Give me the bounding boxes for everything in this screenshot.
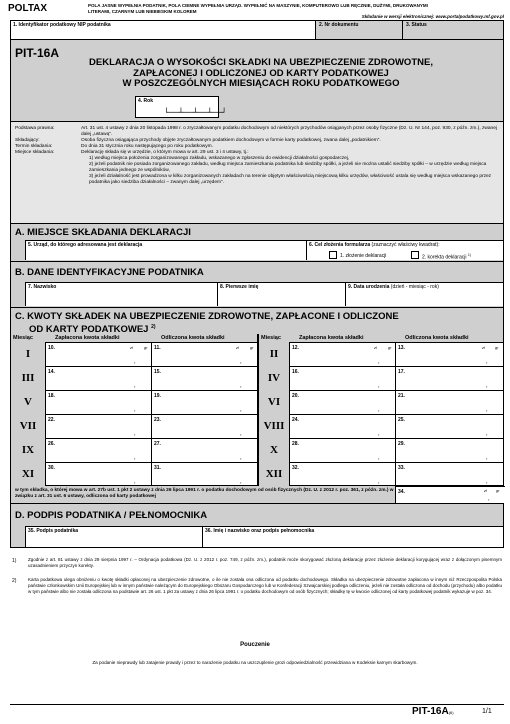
col-paid: Zapłacona kwota składki (55, 335, 120, 341)
year-boxes: └──┴──┴──┴──┘ (164, 108, 227, 117)
field-number: 26. (48, 441, 55, 447)
field-number: 11. (154, 345, 161, 351)
table-row (11, 438, 257, 462)
table-row (11, 390, 257, 414)
form-code: PIT-16A (15, 46, 60, 60)
notice-line-2: LITERAMI, CZARNYM LUB NIEBIESKIM KOLOREM (88, 8, 197, 14)
footer-variant: (6) (448, 710, 454, 715)
comma: , (488, 496, 490, 502)
paid-amount-cell[interactable] (45, 462, 151, 486)
info-value: Deklarację składa się w urzędzie, o którym mowa w art. 29 ust. 3 i 4 ustawy, tj.: (81, 150, 249, 155)
info-rows (15, 126, 499, 186)
header-fields (10, 20, 504, 40)
paid-amount-cell[interactable] (45, 438, 151, 462)
month-label: III (21, 372, 35, 384)
col-month: Miesiąc (13, 335, 33, 341)
firstname-field[interactable] (218, 282, 346, 306)
deducted-amount-cell[interactable] (395, 342, 503, 366)
comma: , (134, 455, 136, 461)
deducted-amount-cell[interactable] (151, 342, 257, 366)
notice-line-1: POLA JASNE WYPEŁNIA PODATNIK, POLA CIEMNE WYPEŁNIA URZĄD. WYPEŁNIĆ NA MASZYNIE, KOMPUTEROWO LUB RĘCZNIE, DUŻYMI, DRUKOWANYMI (88, 3, 428, 8)
comma: , (486, 383, 488, 389)
comma: , (134, 479, 136, 485)
field-number: 28. (292, 441, 299, 447)
surname-label: 7. Nazwisko (28, 284, 57, 290)
info-item: 2) jeżeli podatnik nie posiada zorganizowanego zakładu, według miejsca zamieszkania podatnika lub siedziby spółki, a jeżeli nie można ustalić siedziby spółki – w urzędzie według miejsca zamieszkania jednego ze wspólników, (89, 162, 487, 173)
zl-label: zł (374, 346, 377, 350)
electronic-note: Składanie w wersji elektronicznej: www.portalpodatkowy.mf.gov.pl (361, 14, 504, 19)
divider-vertical (257, 334, 259, 486)
month-label: IV (267, 372, 281, 384)
opt1-label: 1. złożenie deklaracji (340, 253, 387, 259)
purpose-label (309, 242, 440, 248)
table-row (11, 414, 257, 438)
header-notice (88, 3, 506, 14)
deducted-amount-cell[interactable] (395, 366, 503, 390)
year-label: 4. Rok (138, 98, 154, 104)
signature-label: 35. Podpis podatnika (28, 528, 79, 534)
month-label: XII (265, 468, 283, 480)
birthdate-label (348, 284, 439, 290)
footnote-2-mark: 2) (12, 578, 17, 584)
proxy-signature-label: 36. Imię i nazwisko oraz podpis pełnomocnika (205, 528, 315, 534)
comma: , (378, 479, 380, 485)
purpose-label-text: 6. Cel złożenia formularza (309, 242, 371, 248)
form-title (41, 58, 481, 90)
comma: , (486, 479, 488, 485)
section-b (10, 262, 504, 308)
info-items (89, 156, 499, 186)
title-line-1: DEKLARACJA O WYSOKOŚCI SKŁADKI NA UBEZPIECZENIE ZDROWOTNE, (89, 57, 433, 68)
table-row (11, 462, 257, 486)
section-a-title: A. MIEJSCE SKŁADANIA DEKLARACJI (15, 227, 191, 238)
col-month: Miesiąc (261, 335, 281, 341)
paid-amount-cell[interactable] (289, 462, 395, 486)
section-c-sup: 2) (151, 324, 156, 330)
field-number: 19. (154, 393, 161, 399)
surname-field[interactable] (25, 282, 218, 306)
comma: , (240, 431, 242, 437)
field-number: 27. (154, 441, 161, 447)
status-field (404, 21, 503, 39)
month-label: XI (21, 468, 35, 480)
footnote-1: Zgodnie z art. 81 ustawy z dnia 29 sierpnia 1997 r. – Ordynacja podatkowa (Dz. U. z 2012 r. poz. 749, z późn. zm.), podatnik może skorygować złożoną deklarację przez złożenie deklaracji korygującej wraz z dołączonym pisemnym uzasadnieniem przyczyn korekty. (28, 557, 502, 568)
zl-label: zł (482, 346, 485, 350)
paid-amount-cell[interactable] (289, 414, 395, 438)
info-key: Podstawa prawna: (15, 126, 55, 131)
purpose-field (307, 240, 503, 260)
footnote-1-mark: 1) (12, 558, 17, 564)
field-number: 31. (154, 465, 161, 471)
table-row (259, 342, 505, 366)
month-label: X (270, 444, 278, 456)
section-c-title-1: C. KWOTY SKŁADEK NA UBEZPIECZENIE ZDROWOTNE, ZAPŁACONE I ODLICZONE (15, 311, 399, 322)
foreign-contribution-text: w tym składka, o której mowa w art. 27b ust. 1 pkt 2 ustawy z dnia 26 lipca 1991 r. o podatku dochodowym od osób fizycznych (Dz. U. z 2012 r. poz. 361, z późn. zm.) w związku z art. 31 ust. 6 ustawy, odliczona od karty podatkowej (15, 488, 394, 499)
comma: , (134, 383, 136, 389)
footer-code (412, 706, 454, 717)
info-key: Miejsce składania: (15, 150, 55, 155)
foreign-contribution-field[interactable] (395, 486, 505, 503)
info-value: Art. 31 ust. 4 ustawy z dnia 20 listopada 1998 r. o zryczałtowanym podatku dochodowym od niektórych przychodów osiąganych przez osoby fizyczne (Dz. U. Nr 144, poz. 930, z późn. zm.), zwanej dalej „ustawą”. (81, 126, 497, 137)
deducted-amount-cell[interactable] (395, 390, 503, 414)
field-number: 20. (292, 393, 299, 399)
info-block (10, 122, 504, 224)
comma: , (134, 431, 136, 437)
comma: , (240, 455, 242, 461)
zl-label: zł (484, 489, 487, 493)
office-label: 5. Urząd, do którego adresowana jest deklaracja (28, 242, 143, 248)
checkbox-declaration[interactable] (329, 251, 337, 259)
paid-amount-cell[interactable] (289, 342, 395, 366)
field-number: 18. (48, 393, 55, 399)
field-number: 30. (48, 465, 55, 471)
opt2-label (422, 253, 471, 261)
doc-number-label: 2. Nr dokumentu (319, 22, 359, 28)
birthdate-hint: (dzień - miesiąc - rok) (390, 284, 439, 290)
purpose-hint: (zaznaczyć właściwy kwadrat): (371, 242, 440, 248)
deducted-amount-cell[interactable] (151, 366, 257, 390)
title-line-2: ZAPŁACONEJ I ODLICZONEJ OD KARTY PODATKOWEJ (133, 67, 389, 79)
info-legal-basis (15, 126, 499, 138)
gr-label: gr (495, 346, 499, 350)
field-number: 32. (292, 465, 299, 471)
table-row (11, 366, 257, 390)
paid-amount-cell[interactable] (289, 438, 395, 462)
section-d-title: D. PODPIS PODATNIKA / PEŁNOMOCNIKA (15, 510, 208, 521)
gr-label: gr (388, 346, 392, 350)
comma: , (378, 359, 380, 365)
birthdate-field[interactable] (346, 282, 503, 306)
deducted-amount-cell[interactable] (151, 462, 257, 486)
field-number: 12. (292, 345, 299, 351)
section-c-title (15, 312, 399, 335)
nip-field[interactable] (11, 21, 316, 39)
table-row (259, 462, 505, 486)
opt2-sup: 1) (467, 253, 471, 257)
field-number: 33. (398, 465, 405, 471)
field-number: 17. (398, 369, 405, 375)
field-number: 14. (48, 369, 55, 375)
field-number: 29. (398, 441, 405, 447)
deducted-amount-cell[interactable] (395, 414, 503, 438)
table-row (259, 390, 505, 414)
month-label: VIII (263, 420, 285, 432)
comma: , (240, 479, 242, 485)
paid-amount-cell[interactable] (289, 366, 395, 390)
gr-label: gr (496, 489, 500, 493)
deducted-amount-cell[interactable] (395, 438, 503, 462)
field-number: 10. (48, 345, 55, 351)
info-key: Termin składania: (15, 144, 53, 149)
field-number: 21. (398, 393, 405, 399)
checkbox-correction[interactable] (411, 251, 419, 259)
pouczenie-text: Za podanie nieprawdy lub zatajenie prawdy i przez to narażenie podatku na uszczuplenie grozi odpowiedzialność przewidziana w Kodeksie karnym skarbowym. (92, 660, 418, 665)
office-field[interactable] (25, 240, 307, 260)
field-number: 15. (154, 369, 161, 375)
field-number: 23. (154, 417, 161, 423)
deducted-amount-cell[interactable] (151, 438, 257, 462)
pouczenie-title: Pouczenie (240, 642, 270, 648)
paid-amount-cell[interactable] (45, 390, 151, 414)
month-label: V (24, 396, 32, 408)
field-number: 13. (398, 345, 405, 351)
comma: , (486, 407, 488, 413)
field-number: 24. (292, 417, 299, 423)
section-c (10, 308, 504, 504)
footer-code-text: PIT-16A (412, 706, 449, 717)
comma: , (378, 455, 380, 461)
section-a (10, 224, 504, 262)
comma: , (378, 407, 380, 413)
paid-amount-cell[interactable] (289, 390, 395, 414)
birthdate-label-text: 9. Data urodzenia (348, 284, 390, 290)
info-item: 1) według miejsca położenia zorganizowanego zakładu, wskazanego w zgłoszeniu do ewidencji działalności gospodarczej, (89, 156, 350, 161)
info-value: Osoba fizyczna osiągająca przychody objęte zryczałtowanym podatkiem dochodowym w formie karty podatkowej, zwana dalej „podatnikiem”. (81, 138, 381, 143)
paid-amount-cell[interactable] (45, 414, 151, 438)
brand-logo: POLTAX (8, 3, 48, 14)
field-number: 22. (48, 417, 55, 423)
table-row (259, 414, 505, 438)
table-row (259, 438, 505, 462)
firstname-label: 8. Pierwsze imię (220, 284, 259, 290)
title-line-3: W POSZCZEGÓLNYCH MIESIĄCACH ROKU PODATKOWEGO (122, 78, 400, 89)
paid-amount-cell[interactable] (45, 342, 151, 366)
field-number: 16. (292, 369, 299, 375)
col-deducted: Odliczona kwota składki (161, 335, 225, 341)
proxy-signature-field[interactable] (203, 526, 503, 547)
info-value: Do dnia 31 stycznia roku następującego po roku podatkowym. (81, 144, 213, 149)
year-field[interactable] (135, 96, 227, 118)
gr-label: gr (250, 346, 254, 350)
section-b-title: B. DANE IDENTYFIKACYJNE PODATNIKA (15, 267, 204, 278)
nip-label: 1. Identyfikator podatkowy NIP podatnika (13, 22, 111, 28)
comma: , (134, 407, 136, 413)
footnote-2: Karta podatkowa ulega obniżeniu o kwotę składki opłaconej na ubezpieczenie zdrowotne, o ile nie została ona odliczona od podatku dochodowego. Składka na ubezpieczenie zdrowotne zapłacona w innym niż Rzeczpospolita Polska państwie członkowskim Unii Europejskiej lub w innym państwie należącym do Europejskiego Obszaru Gospodarczego lub w Konfederacji Szwajcarskiej podlega odliczeniu, jeżeli nie została odliczona od dochodu (przychodu) albo podatku w tym państwie albo nie została odliczona na podstawie art. 26 ust. 1 pkt 2a ustawy z dnia 26 lipca 1991 r. o podatku dochodowym od osób fizycznych; składkę tę w kwocie odliczonej od karty podatkowej podatnik wykazuje w poz. 34. (28, 577, 502, 594)
signature-field[interactable] (25, 526, 203, 547)
table-row (11, 342, 257, 366)
comma: , (134, 359, 136, 365)
footer-page: 1/1 (482, 708, 492, 715)
title-area (10, 40, 504, 122)
col-deducted: Odliczona kwota składki (405, 335, 469, 341)
table-row (259, 366, 505, 390)
comma: , (240, 359, 242, 365)
deducted-amount-cell[interactable] (151, 414, 257, 438)
zl-label: zł (236, 346, 239, 350)
comma: , (240, 407, 242, 413)
comma: , (486, 455, 488, 461)
comma: , (486, 359, 488, 365)
month-label: VI (267, 396, 281, 408)
zl-label: zł (130, 346, 133, 350)
field-number: 25. (398, 417, 405, 423)
comma: , (378, 431, 380, 437)
section-c-title-2: OD KARTY PODATKOWEJ (29, 324, 149, 336)
field-number: 34. (398, 489, 405, 495)
section-d (10, 504, 504, 548)
comma: , (378, 383, 380, 389)
gr-label: gr (144, 346, 148, 350)
month-label: II (269, 348, 279, 360)
doc-number-field (317, 21, 403, 39)
month-label: I (25, 348, 31, 360)
paid-amount-cell[interactable] (45, 366, 151, 390)
comma: , (240, 383, 242, 389)
month-label: VII (19, 420, 37, 432)
status-label: 3. Status (406, 22, 427, 28)
month-label: IX (21, 444, 35, 456)
footer-rule (10, 704, 504, 705)
comma: , (486, 431, 488, 437)
opt2-text: 2. korekta deklaracji (422, 254, 467, 261)
info-key: Składający: (15, 138, 40, 143)
deducted-amount-cell[interactable] (395, 462, 503, 486)
info-item: 3) jeżeli działalność jest prowadzona w kilku zorganizowanych zakładach na terenie objętym właściwością miejscową kilku urzędów, właściwość ustala się według miejsca wskazanego przez podatnika jako siedziba działalności – zwanym dalej „urzędem”. (89, 174, 492, 185)
col-paid: Zapłacona kwota składki (299, 335, 364, 341)
deducted-amount-cell[interactable] (151, 390, 257, 414)
